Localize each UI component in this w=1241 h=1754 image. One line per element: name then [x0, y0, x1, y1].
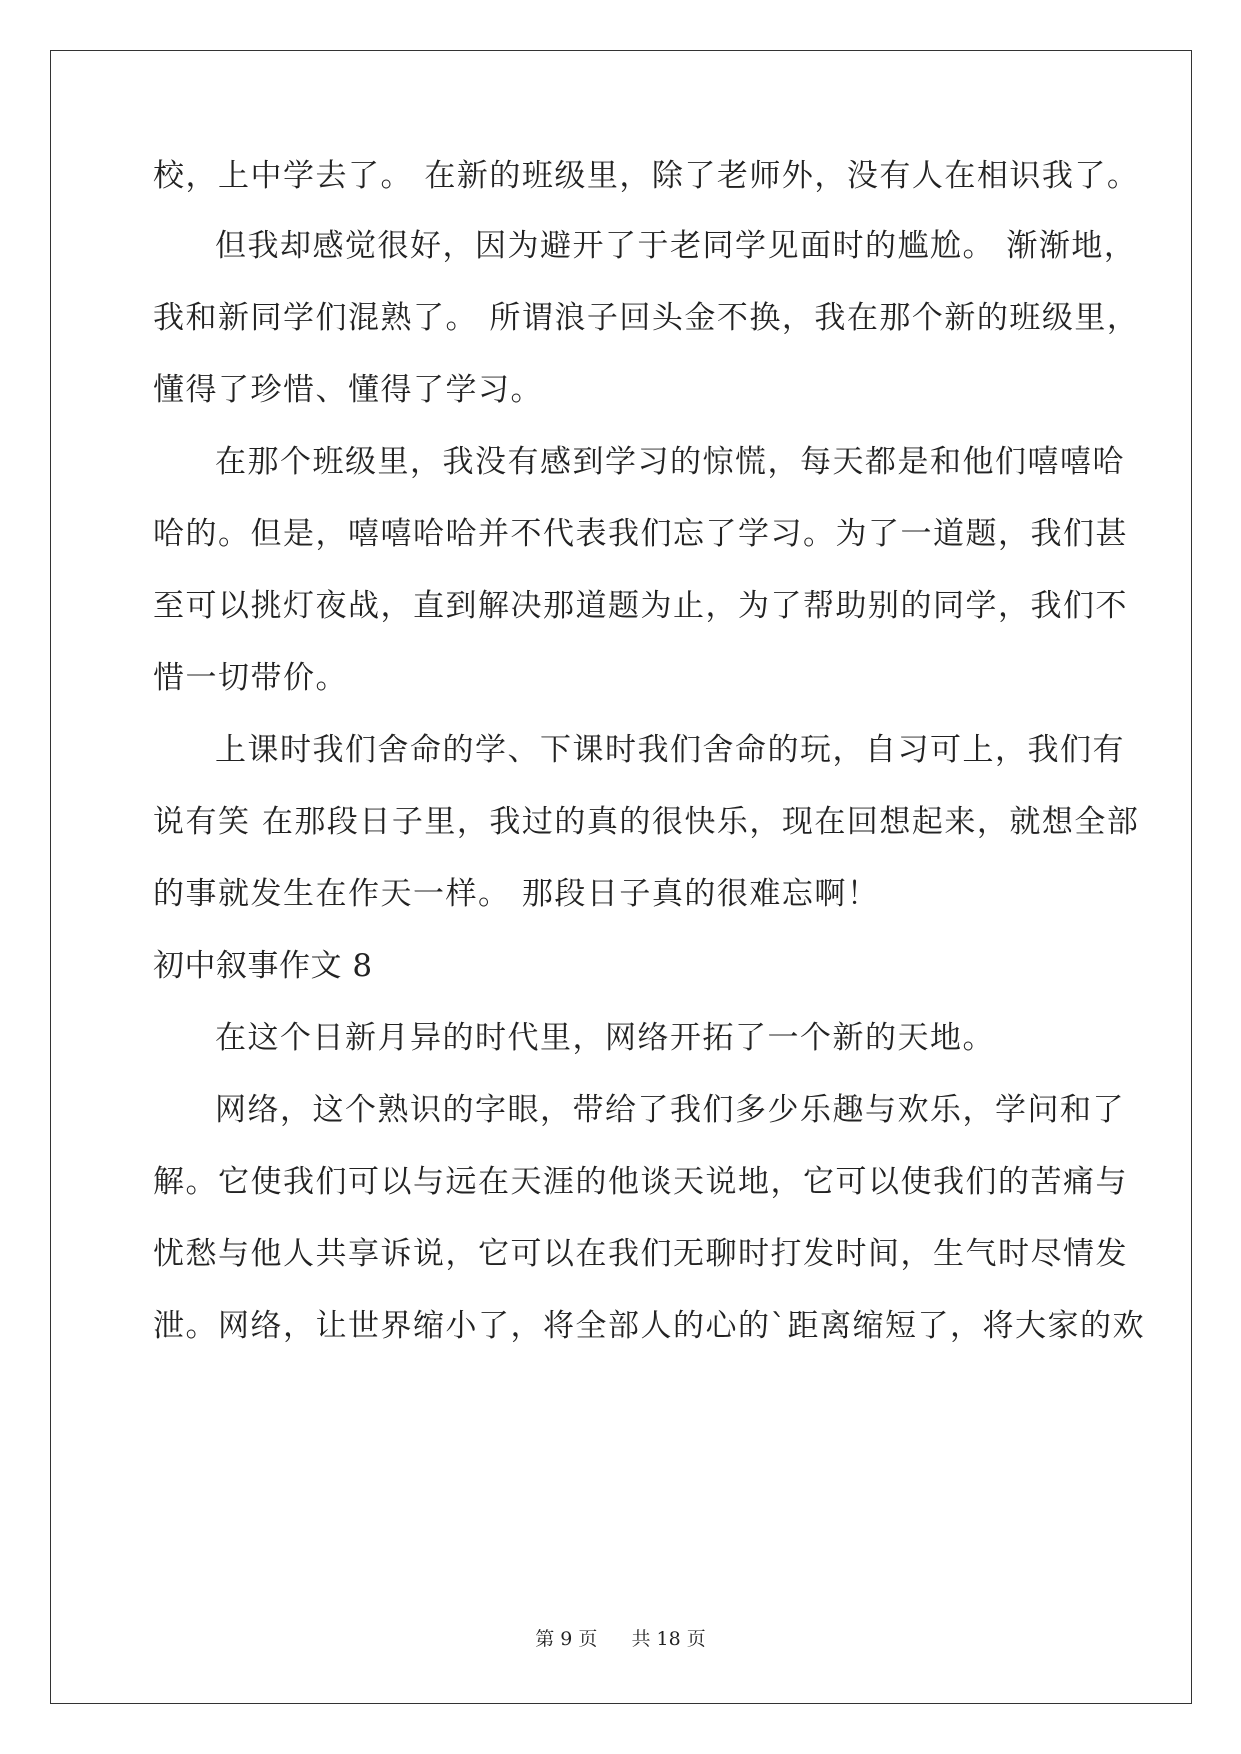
paragraph-start-line: 在这个日新月异的时代里，网络开拓了一个新的天地。 [215, 1020, 995, 1056]
text-line: 懂得了珍惜、懂得了学习。 [153, 372, 543, 408]
page-total: 共 18 页 [631, 1628, 706, 1650]
page-footer [0, 1627, 1241, 1651]
paragraph-start-line: 网络，这个熟识的字眼，带给了我们多少乐趣与欢乐，学问和了 [215, 1092, 1125, 1128]
text-line: 的事就发生在作天一样。 那段日子真的很难忘啊！ [153, 876, 880, 912]
text-line: 泄。网络，让世界缩小了，将全部人的心的`距离缩短了，将大家的欢 [153, 1308, 1145, 1344]
text-line: 校，上中学去了。 在新的班级里，除了老师外，没有人在相识我了。 [153, 158, 1140, 194]
text-line: 哈的。但是，嘻嘻哈哈并不代表我们忘了学习。为了一道题，我们甚 [153, 516, 1128, 552]
paragraph-start-line: 但我却感觉很好，因为避开了于老同学见面时的尴尬。 渐渐地， [215, 228, 1137, 264]
text-line: 忧愁与他人共享诉说，它可以在我们无聊时打发时间，生气时尽情发 [153, 1236, 1128, 1272]
text-line: 我和新同学们混熟了。 所谓浪子回头金不换，我在那个新的班级里， [153, 300, 1140, 336]
text-line: 至可以挑灯夜战，直到解决那道题为止，为了帮助别的同学，我们不 [153, 588, 1128, 624]
text-line: 惜一切带价。 [153, 660, 348, 696]
page-number: 第 9 页 [535, 1628, 598, 1650]
paragraph-start-line: 在那个班级里，我没有感到学习的惊慌，每天都是和他们嘻嘻哈 [215, 444, 1125, 480]
text-line: 解。它使我们可以与远在天涯的他谈天说地，它可以使我们的苦痛与 [153, 1164, 1128, 1200]
section-heading: 初中叙事作文 8 [153, 948, 373, 984]
paragraph-start-line: 上课时我们舍命的学、下课时我们舍命的玩，自习可上，我们有 [215, 732, 1125, 768]
text-line: 说有笑 在那段日子里，我过的真的很快乐，现在回想起来，就想全部 [153, 804, 1140, 840]
